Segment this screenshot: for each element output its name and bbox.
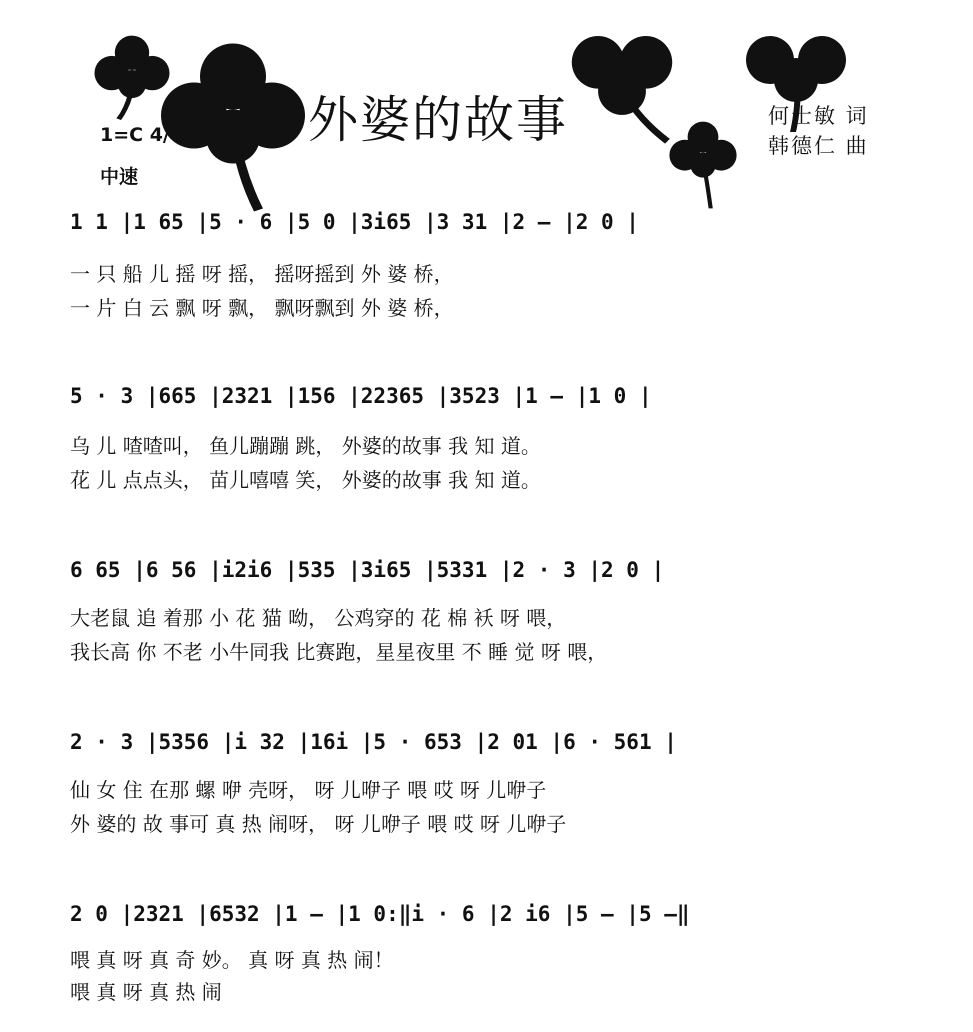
tempo-marking: 中速 (100, 166, 139, 188)
composer-credit: 韩德仁 曲 (768, 134, 869, 158)
lyric-line: 仙 女 住 在那 螺 咿 壳呀， 呀 儿咿子 喂 哎 呀 儿咿子 (70, 778, 547, 802)
clover-icon (562, 36, 682, 146)
lyric-line: 外 婆的 故 事可 真 热 闹呀， 呀 儿咿子 喂 哎 呀 儿咿子 (70, 812, 567, 836)
lyric-line: 我长高 你 不老 小牛同我 比赛跑，星星夜里 不 睡 觉 呀 喂， (70, 640, 608, 664)
lyric-line: 一 只 船 儿 摇 呀 摇， 摇呀摇到 外 婆 桥， (70, 262, 454, 286)
lyricist-credit: 何士敏 词 (768, 104, 869, 128)
lyric-line: 大老鼠 追 着那 小 花 猫 呦， 公鸡穿的 花 棉 袄 呀 喂， (70, 606, 567, 630)
lyric-line: 喂 真 呀 真 奇 妙。 真 呀 真 热 闹！ (70, 948, 394, 972)
notation-row: 6 65 |6 56 |i2i6 |535 |3i65 |5331 |2 · 3 |2 0 | (70, 558, 665, 582)
page-title: 外婆的故事 (308, 91, 568, 149)
lyric-line: 乌 儿 喳喳叫， 鱼儿蹦蹦 跳， 外婆的故事 我 知 道。 (70, 434, 541, 458)
lyric-line: 喂 真 呀 真 热 闹 (70, 980, 222, 1004)
notation-row: 1 1 |1 65 |5 · 6 |5 0 |3i65 |3 31 |2 — |2 0 | (70, 210, 639, 234)
notation-row: 2 · 3 |5356 |i 32 |16i |5 · 653 |2 01 |6 · 561 | (70, 730, 677, 754)
clover-icon (668, 120, 738, 210)
key-signature: 1=C 4/4 (100, 124, 184, 146)
notation-row: 2 0 |2321 |6532 |1 — |1 0:‖i · 6 |2 i6 |5 — |5 —‖ (70, 902, 690, 926)
notation-row: 5 · 3 |665 |2321 |156 |22365 |3523 |1 — |1 0 | (70, 384, 652, 408)
lyric-line: 一 片 白 云 飘 呀 飘， 飘呀飘到 外 婆 桥， (70, 296, 454, 320)
lyric-line: 花 儿 点点头， 苗儿嘻嘻 笑， 外婆的故事 我 知 道。 (70, 468, 541, 492)
